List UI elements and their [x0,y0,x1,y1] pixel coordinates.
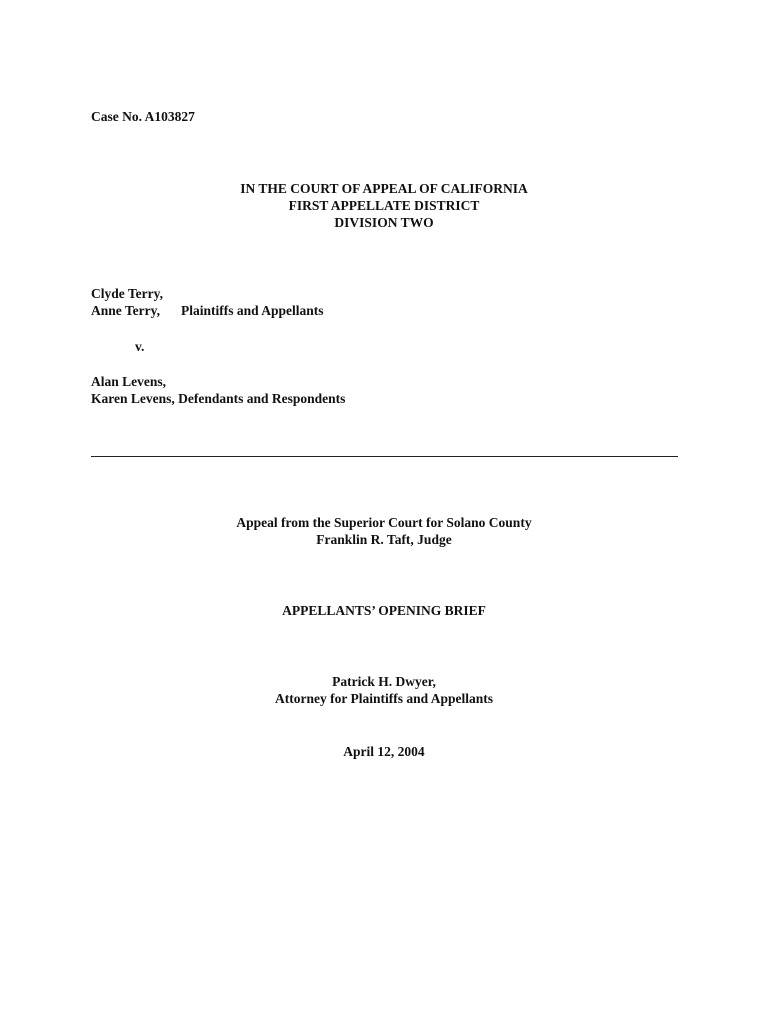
separator-rule [91,456,678,457]
case-number: Case No. A103827 [91,109,195,124]
defendant-name-2: Karen Levens, Defendants and Respondents [91,391,346,406]
defendant-name-1: Alan Levens, [91,374,167,389]
plaintiff-name-1: Clyde Terry, [91,286,164,301]
attorney-role: Attorney for Plaintiffs and Appellants [274,691,493,706]
brief-date: April 12, 2004 [343,744,425,759]
appellate-district: FIRST APPELLATE DISTRICT [288,198,480,213]
appeal-court: Appeal from the Superior Court for Solano County [236,515,532,530]
brief-title: APPELLANTS’ OPENING BRIEF [282,603,486,618]
versus-label: v. [135,339,145,354]
attorney-name: Patrick H. Dwyer, [332,674,436,689]
court-name: IN THE COURT OF APPEAL OF CALIFORNIA [240,181,528,196]
judge-name: Franklin R. Taft, Judge [316,532,452,547]
division: DIVISION TWO [334,215,434,230]
plaintiff-name-2: Anne Terry, [91,303,161,318]
plaintiff-role: Plaintiffs and Appellants [181,303,324,318]
